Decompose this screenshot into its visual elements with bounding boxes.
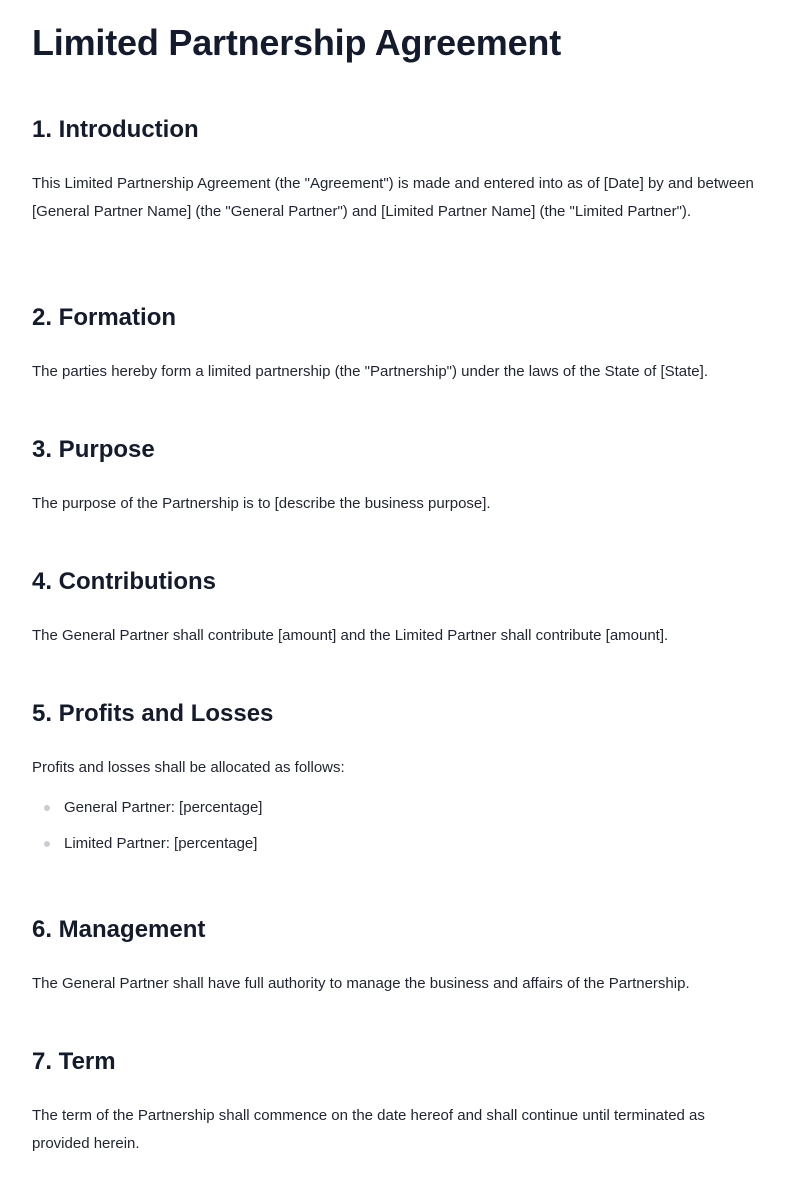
section-heading: 6. Management [32, 916, 206, 943]
list-item [32, 826, 762, 862]
list-item-text: General Partner: [percentage] [64, 799, 263, 816]
section-body: The General Partner shall have full authority to manage the business and affairs of the Partnership. [32, 975, 690, 992]
list-item [32, 790, 762, 826]
section-body: The term of the Partnership shall commence on the date hereof and shall continue until terminated as provided herein. [32, 1107, 705, 1152]
section-term [32, 1046, 762, 1158]
section-heading: 1. Introduction [32, 116, 199, 143]
section-heading: 4. Contributions [32, 568, 216, 595]
section-body: The purpose of the Partnership is to [describe the business purpose]. [32, 495, 491, 512]
section-heading: 3. Purpose [32, 436, 155, 463]
section-formation [32, 302, 762, 386]
allocation-list [32, 790, 762, 862]
bullet-icon [44, 841, 50, 847]
section-body: The General Partner shall contribute [amount] and the Limited Partner shall contribute [amount]. [32, 627, 669, 644]
bullet-icon [44, 805, 50, 811]
document-title: Limited Partnership Agreement [32, 22, 561, 63]
section-heading: 5. Profits and Losses [32, 700, 274, 727]
list-item-text: Limited Partner: [percentage] [64, 835, 258, 852]
section-heading: 7. Term [32, 1048, 116, 1075]
section-profits-and-losses [32, 698, 762, 862]
section-introduction [32, 114, 762, 226]
section-body: Profits and losses shall be allocated as follows: [32, 759, 345, 776]
section-heading: 2. Formation [32, 304, 177, 331]
section-management [32, 914, 762, 998]
section-body: The parties hereby form a limited partnership (the "Partnership") under the laws of the State of [State]. [32, 363, 708, 380]
section-purpose [32, 434, 762, 518]
section-body: This Limited Partnership Agreement (the "Agreement") is made and entered into as of [Date] by and between [General Partner Name] (the "General Partner") and [Limited Partner Name] (the "Limited Partner"). [32, 175, 754, 220]
section-contributions [32, 566, 762, 650]
